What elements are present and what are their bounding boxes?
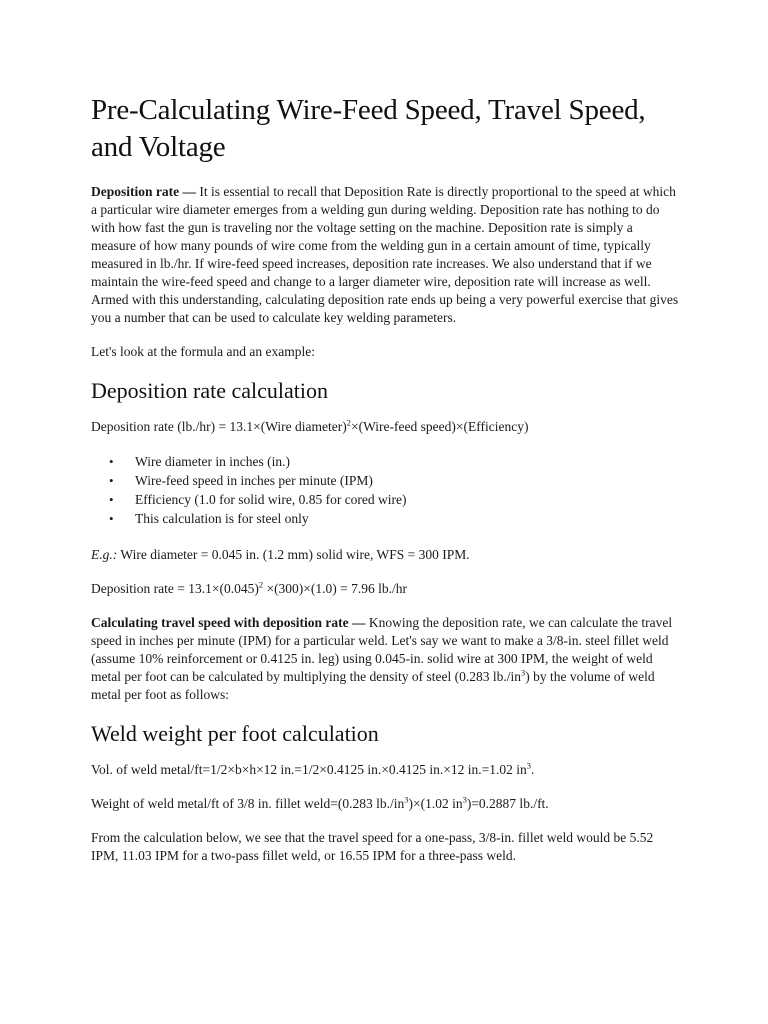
volume-superscript: 3 [526, 760, 532, 771]
formula-superscript: 2 [346, 417, 351, 428]
bullet-icon: • [109, 473, 114, 488]
example-text: Wire diameter = 0.045 in. (1.2 mm) solid wire, WFS = 300 IPM. [117, 547, 470, 562]
weight-formula [91, 795, 681, 813]
intro-paragraph [91, 183, 681, 327]
list-item [109, 452, 681, 471]
section-heading-weld-weight: Weld weight per foot calculation [91, 721, 379, 746]
formula-variable-list [91, 452, 681, 528]
formula-part-a: Deposition rate (lb./hr) = 13.1×(Wire diameter) [91, 419, 347, 434]
bullet-icon: • [109, 511, 114, 526]
weight-superscript-1: 3 [404, 794, 409, 805]
weight-superscript-2: 3 [462, 794, 467, 805]
result-part-b: ×(300)×(1.0) = 7.96 lb./hr [263, 581, 408, 596]
volume-part-a: Vol. of weld metal/ft=1/2×b×h×12 in.=1/2×0.4125 in.×0.4125 in.×12 in.=1.02 in [91, 762, 527, 777]
deposition-result [91, 580, 681, 598]
example-label: E.g.: [91, 547, 118, 562]
travel-text-b: ) by the volume of weld metal per foot as follows: [91, 669, 655, 702]
list-item [109, 471, 681, 490]
list-item [109, 509, 681, 528]
lead-in-paragraph: Let's look at the formula and an example: [91, 344, 315, 359]
result-part-a: Deposition rate = 13.1×(0.045) [91, 581, 259, 596]
list-item-text: This calculation is for steel only [135, 511, 309, 526]
formula-part-b: ×(Wire-feed speed)×(Efficiency) [350, 419, 529, 434]
weight-part-c: )=0.2887 lb./ft. [466, 796, 549, 811]
deposition-formula [91, 418, 681, 436]
travel-speed-label: Calculating travel speed with deposition rate — [91, 615, 366, 630]
intro-label: Deposition rate — [91, 184, 196, 199]
page-title: Pre-Calculating Wire-Feed Speed, Travel Speed, and Voltage [91, 94, 646, 163]
list-item-text: Wire-feed speed in inches per minute (IPM) [135, 473, 373, 488]
travel-text-a: Knowing the deposition rate, we can calculate the travel speed in inches per minute (IPM) for a particular weld. Let's say we want to make a 3/8-in. steel fillet weld (assume 10% reinforcement or 0.4125 in. leg) using 0.045-in. solid wire at 300 IPM, the weight of weld metal per foot can be calculated by multiplying the density of steel (0.283 lb./in [91, 615, 673, 684]
weight-part-a: Weight of weld metal/ft of 3/8 in. fillet weld=(0.283 lb./in [91, 796, 405, 811]
list-item-text: Wire diameter in inches (in.) [135, 454, 291, 469]
weight-part-b: )×(1.02 in [408, 796, 463, 811]
travel-superscript: 3 [521, 667, 526, 678]
list-item-text: Efficiency (1.0 for solid wire, 0.85 for cored wire) [135, 492, 407, 507]
bullet-icon: • [109, 492, 114, 507]
closing-paragraph: From the calculation below, we see that the travel speed for a one-pass, 3/8-in. fillet weld would be 5.52 IPM, 11.03 IPM for a two-pass fillet weld, or 16.55 IPM for a three-pass weld. [91, 830, 654, 863]
volume-formula [91, 761, 681, 779]
bullet-icon: • [109, 454, 114, 469]
volume-part-b: . [531, 762, 535, 777]
section-heading-deposition: Deposition rate calculation [91, 378, 329, 403]
list-item [109, 490, 681, 509]
document-page [91, 92, 681, 881]
example-paragraph [91, 546, 681, 564]
intro-text: It is essential to recall that Deposition Rate is directly proportional to the speed at which a particular wire diameter emerges from a welding gun during welding. Deposition rate has nothing to do with how fast the gun is traveling nor the voltage setting on the machine. Deposition rate is simply a measure of how many pounds of wire come from the welding gun in a certain amount of time, typically measured in lb./hr. If wire-feed speed increases, deposition rate increases. We also understand that if we maintain the wire-feed speed and change to a larger diameter wire, deposition rate will increase as well. Armed with this understanding, calculating deposition rate ends up being a very powerful exercise that gives you a number that can be used to calculate key welding parameters. [91, 184, 679, 325]
travel-speed-paragraph [91, 614, 681, 704]
result-superscript: 2 [258, 579, 264, 590]
